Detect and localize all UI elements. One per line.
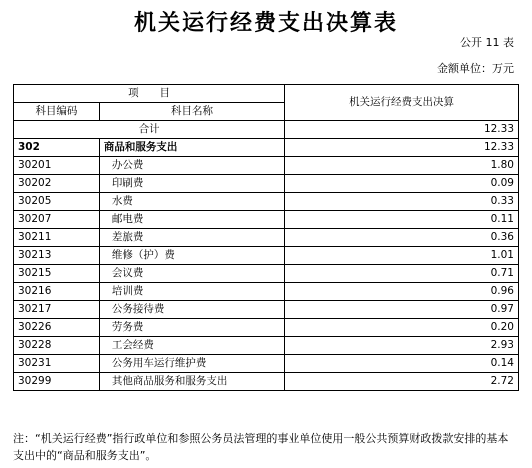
footnote: 注：“机关运行经费”指行政单位和参照公务员法管理的事业单位使用一般公共预算财政拨款安排的基本支出中的“商品和服务支出”。	[13, 432, 509, 462]
table-row	[14, 337, 519, 355]
total-row	[14, 121, 519, 139]
row-name: 培训费	[99, 283, 284, 301]
expenditure-table	[13, 84, 519, 391]
code-header: 科目编码	[14, 103, 100, 121]
row-code: 30201	[14, 157, 100, 175]
row-value: 0.20	[285, 319, 519, 337]
row-name: 维修（护）费	[99, 247, 284, 265]
name-header: 科目名称	[99, 103, 284, 121]
total-value: 12.33	[285, 121, 519, 139]
table-row	[14, 157, 519, 175]
row-value: 0.14	[285, 355, 519, 373]
row-name: 其他商品服务和服务支出	[99, 373, 284, 391]
amount-unit: 金额单位：万元	[437, 62, 514, 75]
row-name: 工会经费	[99, 337, 284, 355]
row-name: 邮电费	[99, 211, 284, 229]
table-row	[14, 265, 519, 283]
row-name: 会议费	[99, 265, 284, 283]
row-code: 30215	[14, 265, 100, 283]
row-value: 0.36	[285, 229, 519, 247]
row-value: 0.09	[285, 175, 519, 193]
category-value: 12.33	[285, 139, 519, 157]
table-row	[14, 247, 519, 265]
item-header: 项 目	[14, 85, 285, 103]
row-code: 30207	[14, 211, 100, 229]
total-label: 合计	[14, 121, 285, 139]
row-code: 30226	[14, 319, 100, 337]
row-value: 1.80	[285, 157, 519, 175]
category-name: 商品和服务支出	[99, 139, 284, 157]
category-code: 302	[14, 139, 100, 157]
row-value: 1.01	[285, 247, 519, 265]
row-value: 0.33	[285, 193, 519, 211]
table-row	[14, 175, 519, 193]
table-row	[14, 301, 519, 319]
table-row	[14, 283, 519, 301]
table-body	[14, 157, 519, 391]
row-code: 30228	[14, 337, 100, 355]
row-code: 30217	[14, 301, 100, 319]
row-value: 0.96	[285, 283, 519, 301]
row-value: 2.72	[285, 373, 519, 391]
row-code: 30205	[14, 193, 100, 211]
row-name: 办公费	[99, 157, 284, 175]
form-number: 公开 11 表	[460, 36, 514, 49]
row-name: 公务用车运行维护费	[99, 355, 284, 373]
row-value: 2.93	[285, 337, 519, 355]
row-name: 公务接待费	[99, 301, 284, 319]
row-code: 30202	[14, 175, 100, 193]
table-row	[14, 193, 519, 211]
amount-header: 机关运行经费支出决算	[285, 85, 519, 121]
row-name: 劳务费	[99, 319, 284, 337]
page-title: 机关运行经费支出决算表	[133, 10, 398, 36]
row-value: 0.97	[285, 301, 519, 319]
row-name: 印刷费	[99, 175, 284, 193]
row-code: 30213	[14, 247, 100, 265]
table-row	[14, 319, 519, 337]
row-code: 30211	[14, 229, 100, 247]
header-row-1	[14, 85, 519, 103]
table-row	[14, 373, 519, 391]
row-code: 30216	[14, 283, 100, 301]
row-name: 差旅费	[99, 229, 284, 247]
table-row	[14, 355, 519, 373]
row-code: 30231	[14, 355, 100, 373]
row-value: 0.71	[285, 265, 519, 283]
row-code: 30299	[14, 373, 100, 391]
row-value: 0.11	[285, 211, 519, 229]
category-row	[14, 139, 519, 157]
table-row	[14, 211, 519, 229]
row-name: 水费	[99, 193, 284, 211]
table-row	[14, 229, 519, 247]
